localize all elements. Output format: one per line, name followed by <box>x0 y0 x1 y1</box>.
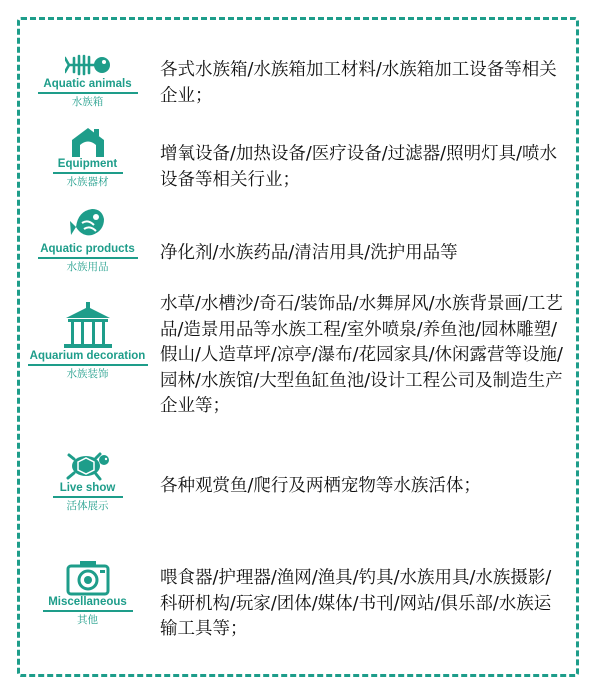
category-label-live-show <box>20 448 155 512</box>
category-label-aquatic-products <box>20 205 155 273</box>
category-zh-label: 水族器材 <box>66 176 109 188</box>
label-underline <box>43 610 133 612</box>
category-en-label: Equipment <box>57 158 118 170</box>
category-description: 各种观赏鱼/爬行及两栖宠物等水族活体； <box>160 476 481 496</box>
label-underline <box>38 257 138 259</box>
fish-skeleton-icon <box>65 52 111 78</box>
category-en-label: Aquatic products <box>40 243 135 255</box>
category-zh-label: 水族箱 <box>71 96 104 108</box>
label-underline <box>53 172 123 174</box>
camera-icon <box>66 560 110 596</box>
turtle-icon <box>64 448 112 482</box>
label-underline <box>53 496 123 498</box>
category-description: 增氧设备/加热设备/医疗设备/过滤器/照明灯具/喷水设备等相关行业； <box>160 144 557 190</box>
category-zh-label: 活体展示 <box>66 500 109 512</box>
category-label-equipment <box>20 126 155 188</box>
category-en-label: Miscellaneous <box>48 596 127 608</box>
category-zh-label: 水族用品 <box>66 261 109 273</box>
category-description: 各式水族箱/水族箱加工材料/水族箱加工设备等相关企业； <box>160 60 557 106</box>
fish-icon <box>68 205 108 243</box>
category-description: 水草/水槽沙/奇石/装饰品/水舞屏风/水族背景画/工艺品/造景用品等水族工程/室外喷泉/养鱼池/园林雕塑/假山/人造草坪/凉亭/瀑布/花园家具/休闲露营等设施/园林/水族馆/大型鱼缸鱼池/设计工程公司及制造生产企业等； <box>160 294 563 416</box>
category-zh-label: 水族装饰 <box>66 368 109 380</box>
label-underline <box>28 364 148 366</box>
category-label-miscellaneous <box>20 560 155 626</box>
category-en-label: Live show <box>59 482 116 494</box>
category-label-aquarium-decoration <box>20 302 155 380</box>
category-zh-label: 其他 <box>77 614 98 626</box>
category-en-label: Aquarium decoration <box>29 350 146 362</box>
category-en-label: Aquatic animals <box>43 78 132 90</box>
category-label-aquatic-animals <box>20 52 155 108</box>
category-description: 喂食器/护理器/渔网/渔具/钓具/水族用具/水族摄影/科研机构/玩家/团体/媒体/书刊/网站/俱乐部/水族运输工具等； <box>160 568 552 639</box>
house-equipment-icon <box>70 126 106 158</box>
category-description: 净化剂/水族药品/清洁用具/洗护用品等 <box>160 243 458 263</box>
label-underline <box>38 92 138 94</box>
pavilion-icon <box>62 302 114 350</box>
